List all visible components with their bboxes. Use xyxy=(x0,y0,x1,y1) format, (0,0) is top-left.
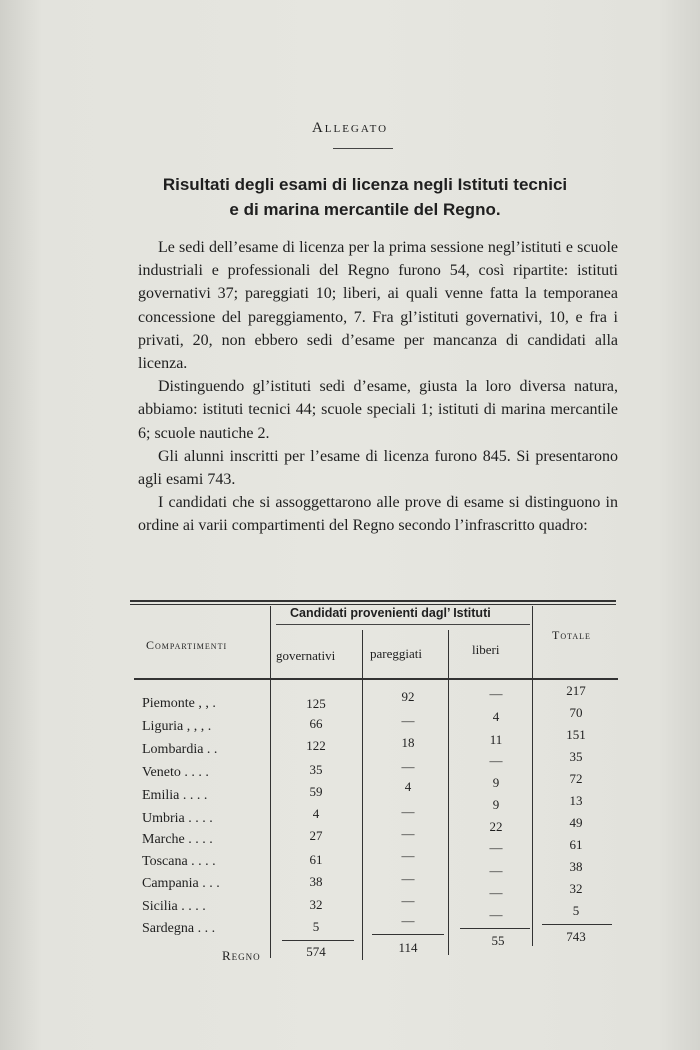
cell-totale: 38 xyxy=(569,859,583,874)
total-label-regno: Regno xyxy=(222,948,261,963)
row-label-marche: Marche . . . . xyxy=(142,832,213,847)
header-pareggiati: pareggiati xyxy=(370,646,422,661)
sum-liberi: 55 xyxy=(491,933,505,948)
table-divider xyxy=(448,630,449,955)
row-label-umbria: Umbria . . . . xyxy=(142,811,213,826)
cell-pareggiati: — xyxy=(401,848,415,863)
cell-pareggiati: — xyxy=(401,804,415,819)
title-line-1: Risultati degli esami di licenza negli Istituti tecnici xyxy=(162,175,568,194)
cell-totale: 5 xyxy=(572,903,580,918)
cell-totale: 35 xyxy=(569,749,583,764)
cell-governativi: 66 xyxy=(309,716,323,731)
cell-governativi: 35 xyxy=(309,762,323,777)
sum-rule-governativi xyxy=(282,940,354,941)
cell-liberi: — xyxy=(489,863,503,878)
cell-liberi: 22 xyxy=(489,819,503,834)
paragraph-2: Distinguendo gl’istituti sedi d’esame, giusta la loro diversa natura, abbiamo: istituti tecnici 44; scuole speciali 1; istituti di marina mercantile 6; scuole nautiche 2. xyxy=(138,378,618,442)
header-liberi: liberi xyxy=(472,642,500,657)
cell-governativi: 32 xyxy=(309,897,323,912)
header-compartimenti: Compartimenti xyxy=(146,638,228,652)
body-text xyxy=(138,236,618,538)
cell-pareggiati: 18 xyxy=(401,735,415,750)
table-top-rule-thin xyxy=(130,604,616,605)
row-label-veneto: Veneto . . . . xyxy=(142,765,209,780)
cell-totale: 32 xyxy=(569,881,583,896)
cell-totale: 49 xyxy=(569,815,583,830)
cell-liberi: 9 xyxy=(492,775,500,790)
cell-pareggiati: — xyxy=(401,713,415,728)
cell-liberi: — xyxy=(489,885,503,900)
row-label-toscana: Toscana . . . . xyxy=(142,854,216,869)
cell-totale: 61 xyxy=(569,837,583,852)
table-divider xyxy=(270,606,271,958)
row-label-emilia: Emilia . . . . xyxy=(142,788,208,803)
sum-governativi: 574 xyxy=(306,944,326,959)
cell-governativi: 61 xyxy=(309,852,323,867)
document-title xyxy=(60,172,670,222)
cell-totale: 70 xyxy=(569,705,583,720)
table-header-rule xyxy=(134,678,618,680)
cell-pareggiati: — xyxy=(401,893,415,908)
cell-governativi: 59 xyxy=(309,784,323,799)
table-divider xyxy=(362,630,363,960)
sum-totale: 743 xyxy=(566,929,586,944)
row-label-campania: Campania . . . xyxy=(142,876,220,891)
table-top-rule xyxy=(130,600,616,602)
paragraph-3: Gli alunni inscritti per l’esame di licenza furono 845. Si presentarono agli esami 743. xyxy=(138,447,618,489)
header-governativi: governativi xyxy=(276,648,336,663)
cell-totale: 72 xyxy=(569,771,583,786)
row-label-sardegna: Sardegna . . . xyxy=(142,921,216,936)
cell-totale: 151 xyxy=(566,727,586,742)
group-header-brace xyxy=(276,624,530,631)
cell-liberi: — xyxy=(489,840,503,855)
cell-liberi: — xyxy=(489,907,503,922)
cell-liberi: 11 xyxy=(489,732,503,747)
row-label-lombardia: Lombardia . . xyxy=(142,742,218,757)
sum-rule-liberi xyxy=(460,928,530,929)
paragraph-1: Le sedi dell’esame di licenza per la prima sessione negl’istituti e scuole industriali e professionali del Regno furono 54, così ripartite: istituti governativi 37; pareggiati 10; liberi, ai quali venne fatta la temporanea concessione del pareggiamento, 7. Fra gl’istituti governativi, 10, e fra i privati, 20, non ebbero sedi d’esame per mancanza di candidati alla licenza. xyxy=(138,239,618,373)
cell-governativi: 125 xyxy=(306,696,326,711)
cell-liberi: — xyxy=(489,686,503,701)
cell-governativi: 122 xyxy=(306,738,326,753)
cell-pareggiati: 4 xyxy=(404,779,412,794)
cell-governativi: 5 xyxy=(312,919,320,934)
sum-rule-totale xyxy=(542,924,612,925)
row-label-piemonte: Piemonte , , . xyxy=(142,696,216,711)
title-line-2: e di marina mercantile del Regno. xyxy=(229,200,501,219)
cell-totale: 13 xyxy=(569,793,583,808)
row-label-sicilia: Sicilia . . . . xyxy=(142,899,206,914)
cell-liberi: 9 xyxy=(492,797,500,812)
header-group: Candidati provenienti dagl’ Istituti xyxy=(290,606,491,620)
cell-pareggiati: — xyxy=(401,913,415,928)
cell-totale: 217 xyxy=(566,683,586,698)
header-totale: Totale xyxy=(552,628,591,642)
cell-pareggiati: — xyxy=(401,759,415,774)
sum-pareggiati: 114 xyxy=(398,940,418,955)
heading-rule xyxy=(333,148,393,149)
sum-rule-pareggiati xyxy=(372,934,444,935)
allegato-heading: Allegato xyxy=(311,120,389,136)
cell-governativi: 27 xyxy=(309,828,323,843)
table-divider xyxy=(532,606,533,946)
cell-liberi: — xyxy=(489,753,503,768)
row-label-liguria: Liguria , , , . xyxy=(142,719,212,734)
cell-pareggiati: — xyxy=(401,826,415,841)
cell-liberi: 4 xyxy=(492,709,500,724)
cell-pareggiati: — xyxy=(401,871,415,886)
paragraph-4: I candidati che si assoggettarono alle prove di esame si distinguono in ordine ai varii compartimenti del Regno secondo l’infrascritto quadro: xyxy=(138,494,618,535)
cell-governativi: 38 xyxy=(309,874,323,889)
cell-pareggiati: 92 xyxy=(401,689,415,704)
cell-governativi: 4 xyxy=(312,806,320,821)
